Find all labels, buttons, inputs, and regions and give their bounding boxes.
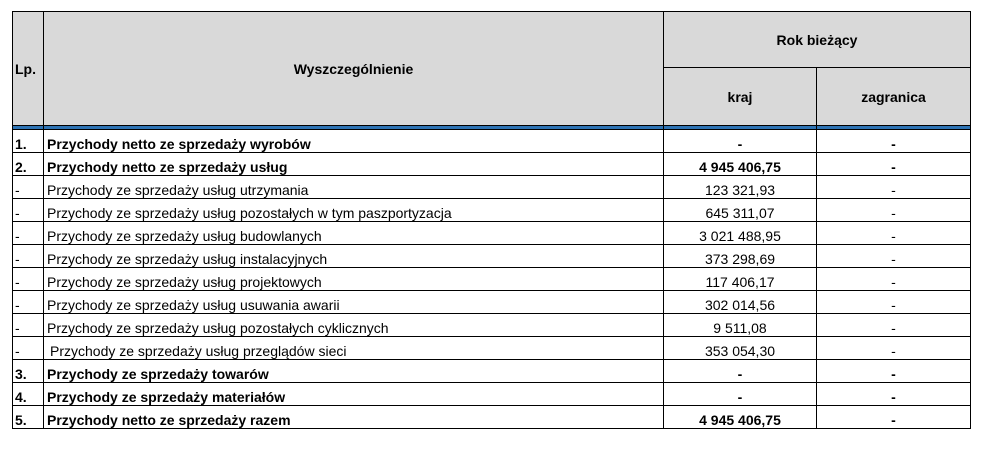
row-lp: - (13, 199, 44, 222)
table-row (13, 153, 971, 176)
row-name: Przychody netto ze sprzedaży wyrobów (44, 130, 664, 153)
table-row (13, 199, 971, 222)
row-name: Przychody ze sprzedaży usług pozostałych cyklicznych (44, 314, 664, 337)
row-name: Przychody ze sprzedaży usług instalacyjnych (44, 245, 664, 268)
row-lp: - (13, 176, 44, 199)
table-row (13, 406, 971, 429)
row-domestic-value: 302 014,56 (664, 291, 817, 314)
table-row (13, 360, 971, 383)
row-domestic-value: 4 945 406,75 (664, 153, 817, 176)
row-name: Przychody ze sprzedaży materiałów (44, 383, 664, 406)
row-name: Przychody ze sprzedaży usług utrzymania (44, 176, 664, 199)
table-row (13, 291, 971, 314)
row-name: Przychody ze sprzedaży usług projektowych (44, 268, 664, 291)
row-name: Przychody ze sprzedaży usług przeglądów sieci (44, 337, 664, 360)
row-lp: - (13, 337, 44, 360)
table-row (13, 176, 971, 199)
row-domestic-value: 3 021 488,95 (664, 222, 817, 245)
row-foreign-value: - (817, 176, 971, 199)
row-lp: 4. (13, 383, 44, 406)
row-foreign-value: - (817, 130, 971, 153)
table-row (13, 222, 971, 245)
row-name: Przychody ze sprzedaży usług budowlanych (44, 222, 664, 245)
table-row (13, 268, 971, 291)
row-lp: 5. (13, 406, 44, 429)
header-foreign: zagranica (817, 68, 971, 126)
row-foreign-value: - (817, 406, 971, 429)
row-domestic-value: 9 511,08 (664, 314, 817, 337)
revenue-table (12, 11, 971, 429)
row-lp: - (13, 291, 44, 314)
row-foreign-value: - (817, 222, 971, 245)
header-domestic: kraj (664, 68, 817, 126)
row-name: Przychody netto ze sprzedaży usług (44, 153, 664, 176)
row-domestic-value: - (664, 360, 817, 383)
row-name: Przychody ze sprzedaży towarów (44, 360, 664, 383)
row-foreign-value: - (817, 360, 971, 383)
row-lp: 3. (13, 360, 44, 383)
row-lp: - (13, 268, 44, 291)
row-foreign-value: - (817, 291, 971, 314)
row-foreign-value: - (817, 314, 971, 337)
row-foreign-value: - (817, 383, 971, 406)
table-row (13, 314, 971, 337)
table-row (13, 245, 971, 268)
table-row (13, 383, 971, 406)
row-domestic-value: 645 311,07 (664, 199, 817, 222)
row-foreign-value: - (817, 245, 971, 268)
row-domestic-value: - (664, 383, 817, 406)
row-domestic-value: 4 945 406,75 (664, 406, 817, 429)
row-domestic-value: 123 321,93 (664, 176, 817, 199)
row-lp: - (13, 245, 44, 268)
header-period: Rok bieżący (664, 12, 971, 68)
row-foreign-value: - (817, 199, 971, 222)
row-foreign-value: - (817, 337, 971, 360)
row-foreign-value: - (817, 153, 971, 176)
row-name: Przychody netto ze sprzedaży razem (44, 406, 664, 429)
row-domestic-value: 117 406,17 (664, 268, 817, 291)
row-lp: - (13, 314, 44, 337)
row-lp: 2. (13, 153, 44, 176)
row-foreign-value: - (817, 268, 971, 291)
header-description: Wyszczególnienie (44, 12, 664, 126)
row-domestic-value: 353 054,30 (664, 337, 817, 360)
row-lp: 1. (13, 130, 44, 153)
row-domestic-value: 373 298,69 (664, 245, 817, 268)
header-lp: Lp. (13, 12, 44, 126)
row-name: Przychody ze sprzedaży usług pozostałych w tym paszportyzacja (44, 199, 664, 222)
table-row (13, 337, 971, 360)
row-domestic-value: - (664, 130, 817, 153)
table-body (13, 126, 971, 429)
table-row (13, 130, 971, 153)
row-name: Przychody ze sprzedaży usług usuwania awarii (44, 291, 664, 314)
row-lp: - (13, 222, 44, 245)
